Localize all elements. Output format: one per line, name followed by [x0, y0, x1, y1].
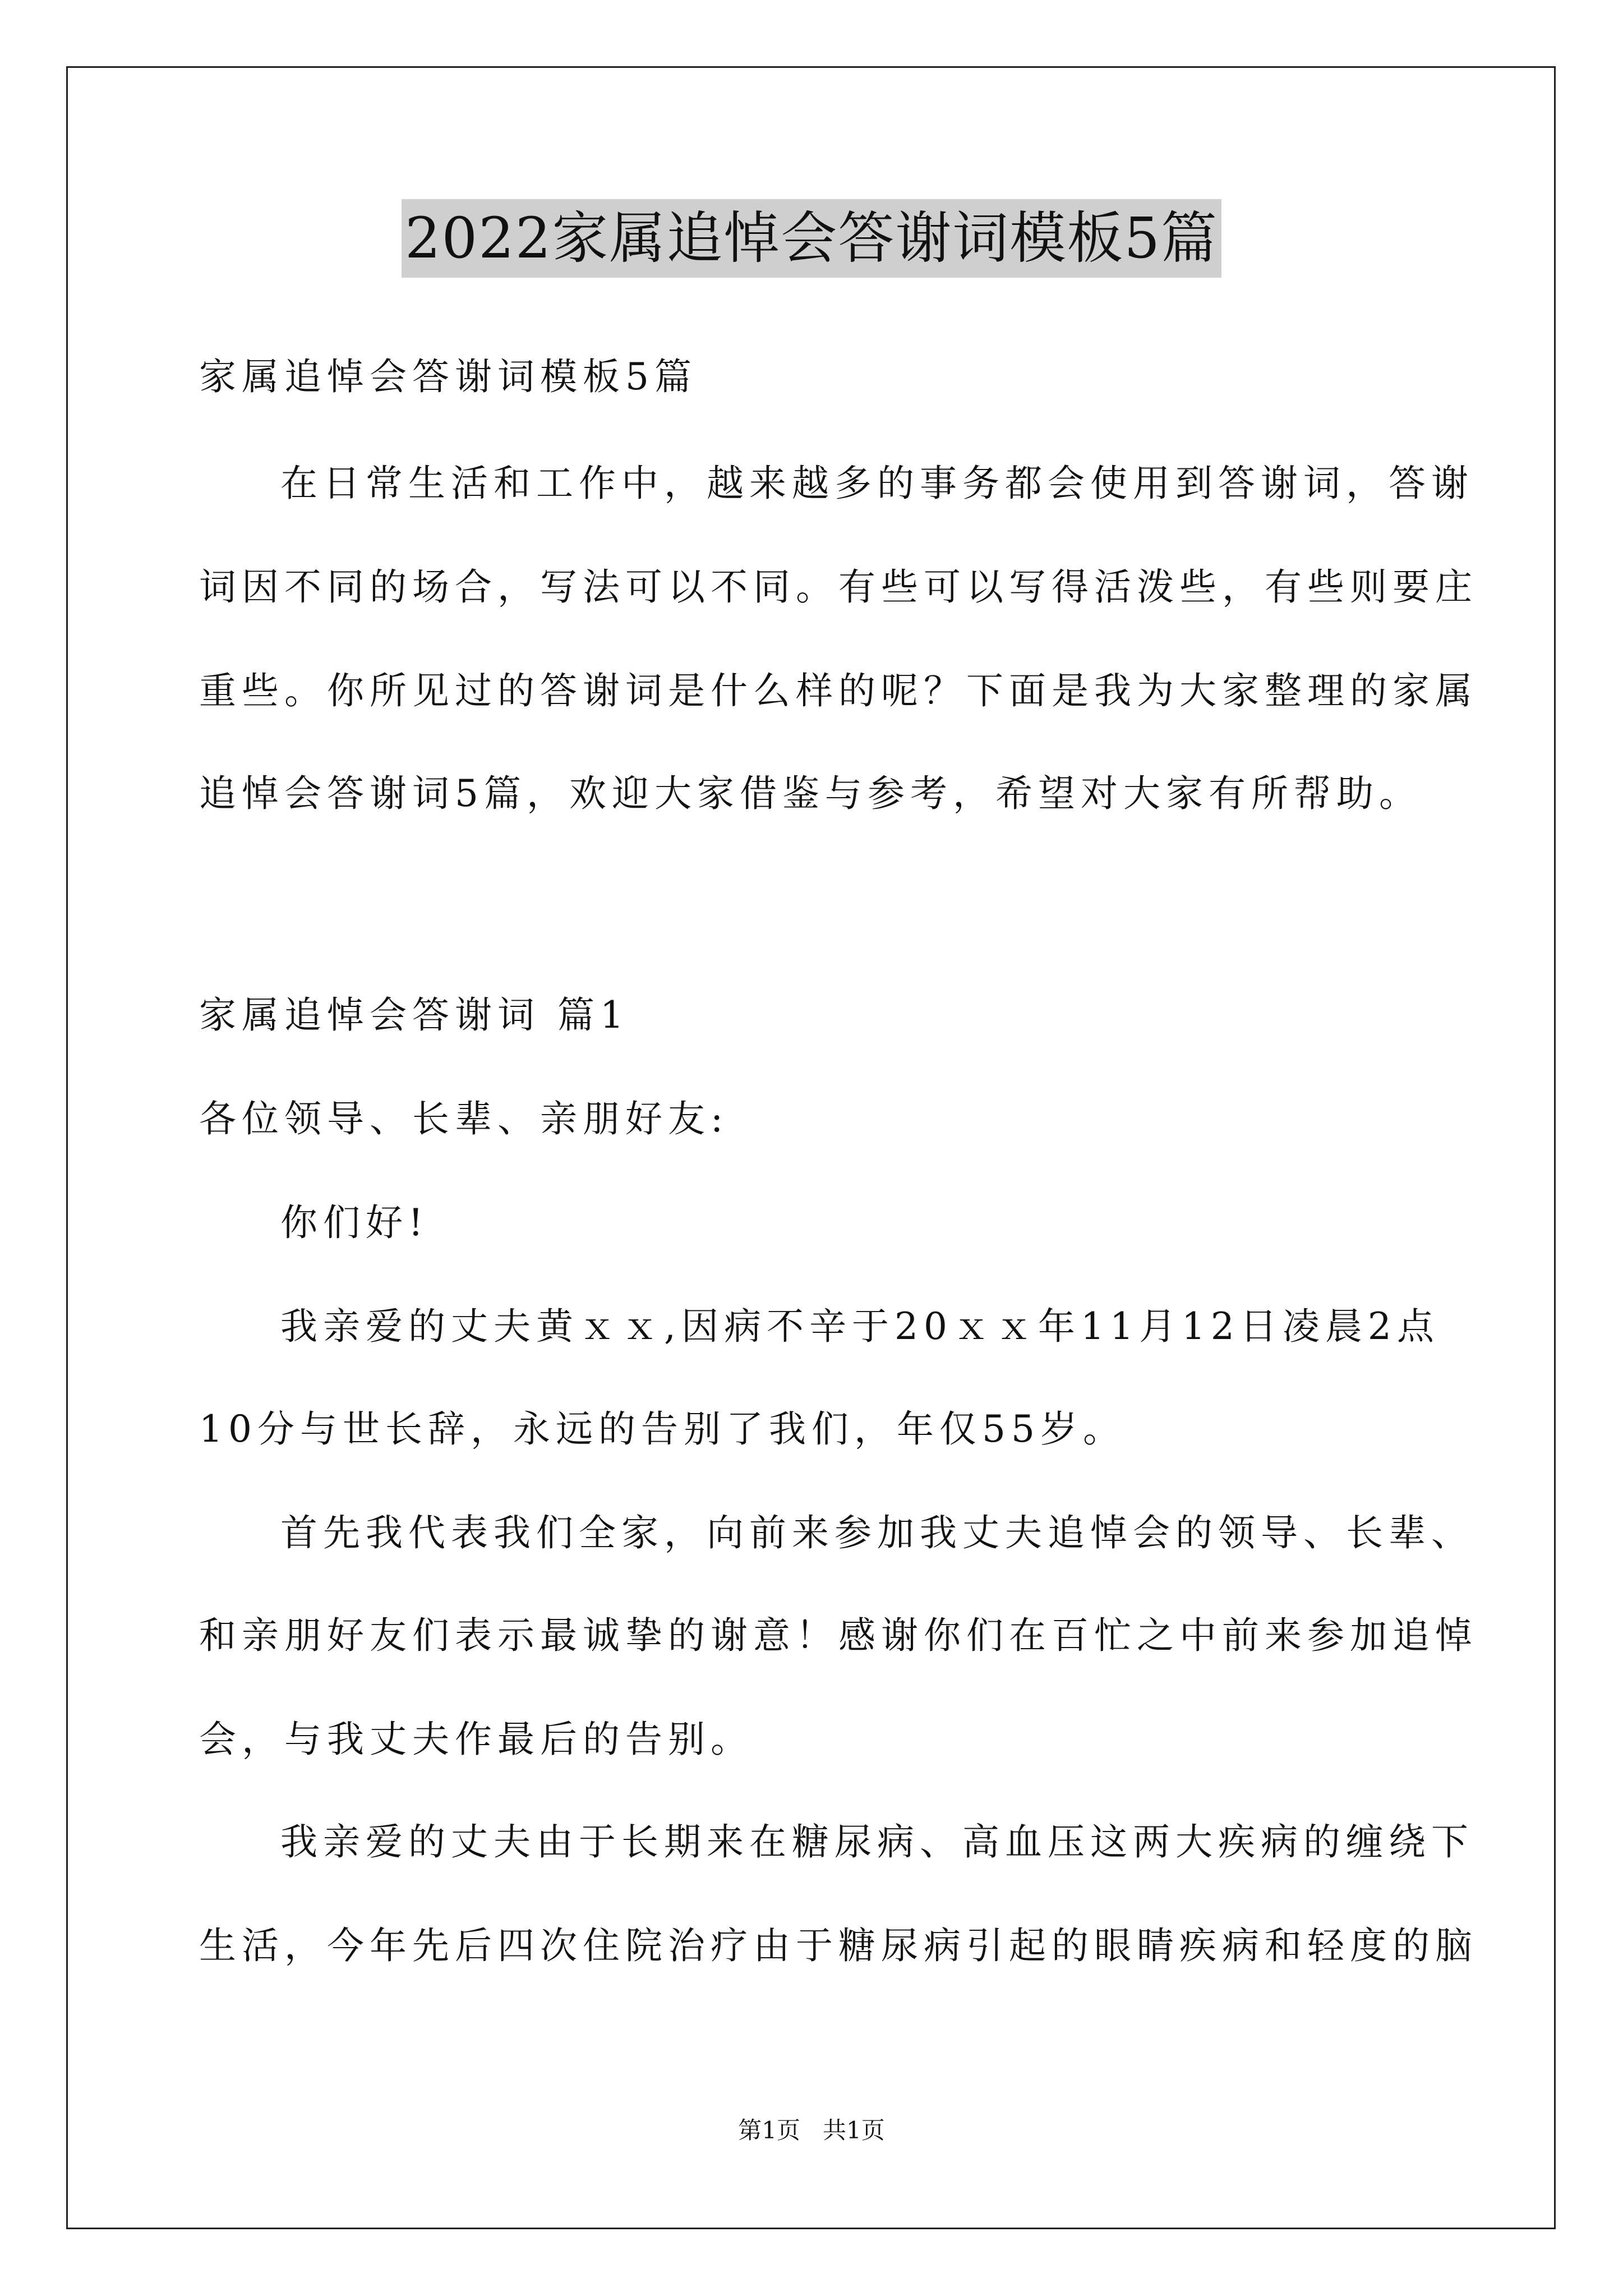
document-title: 2022家属追悼会答谢词模板5篇: [402, 199, 1221, 278]
page-total: 共1页: [823, 2116, 885, 2144]
paragraph-line: 10分与世长辞，永远的告别了我们，年仅55岁。: [199, 1407, 1126, 1451]
subtitle-line: 家属追悼会答谢词模板5篇: [199, 355, 697, 398]
paragraph-line: 会，与我丈夫作最后的告别。: [199, 1718, 753, 1761]
paragraph-line: 我亲爱的丈夫由于长期来在糖尿病、高血压这两大疾病的缠绕下: [280, 1820, 1474, 1864]
paragraph-line: 追悼会答谢词5篇，欢迎大家借鉴与参考，希望对大家有所帮助。: [199, 772, 1422, 815]
paragraph-line: 在日常生活和工作中，越来越多的事务都会使用到答谢词，答谢: [280, 462, 1474, 505]
title-container: [0, 199, 1623, 278]
paragraph-line: 首先我代表我们全家，向前来参加我丈夫追悼会的领导、长辈、: [280, 1511, 1474, 1554]
paragraph-line: 我亲爱的丈夫黄ｘｘ,因病不辛于20ｘｘ年11月12日凌晨2点: [280, 1305, 1440, 1348]
page-number: 第1页: [738, 2116, 800, 2144]
paragraph-line: 重些。你所见过的答谢词是什么样的呢？下面是我为大家整理的家属: [199, 669, 1478, 712]
paragraph-line: 和亲朋好友们表示最诚挚的谢意！感谢你们在百忙之中前来参加追悼: [199, 1614, 1478, 1657]
page-footer: [0, 2114, 1623, 2147]
paragraph-line: 生活，今年先后四次住院治疗由于糖尿病引起的眼睛疾病和轻度的脑: [199, 1924, 1478, 1967]
salutation-line: 各位领导、长辈、亲朋好友:: [199, 1097, 729, 1140]
section-heading: 家属追悼会答谢词 篇1: [199, 993, 629, 1037]
paragraph-line: 词因不同的场合，写法可以不同。有些可以写得活泼些，有些则要庄: [199, 565, 1478, 609]
greeting-line: 你们好!: [280, 1201, 429, 1244]
